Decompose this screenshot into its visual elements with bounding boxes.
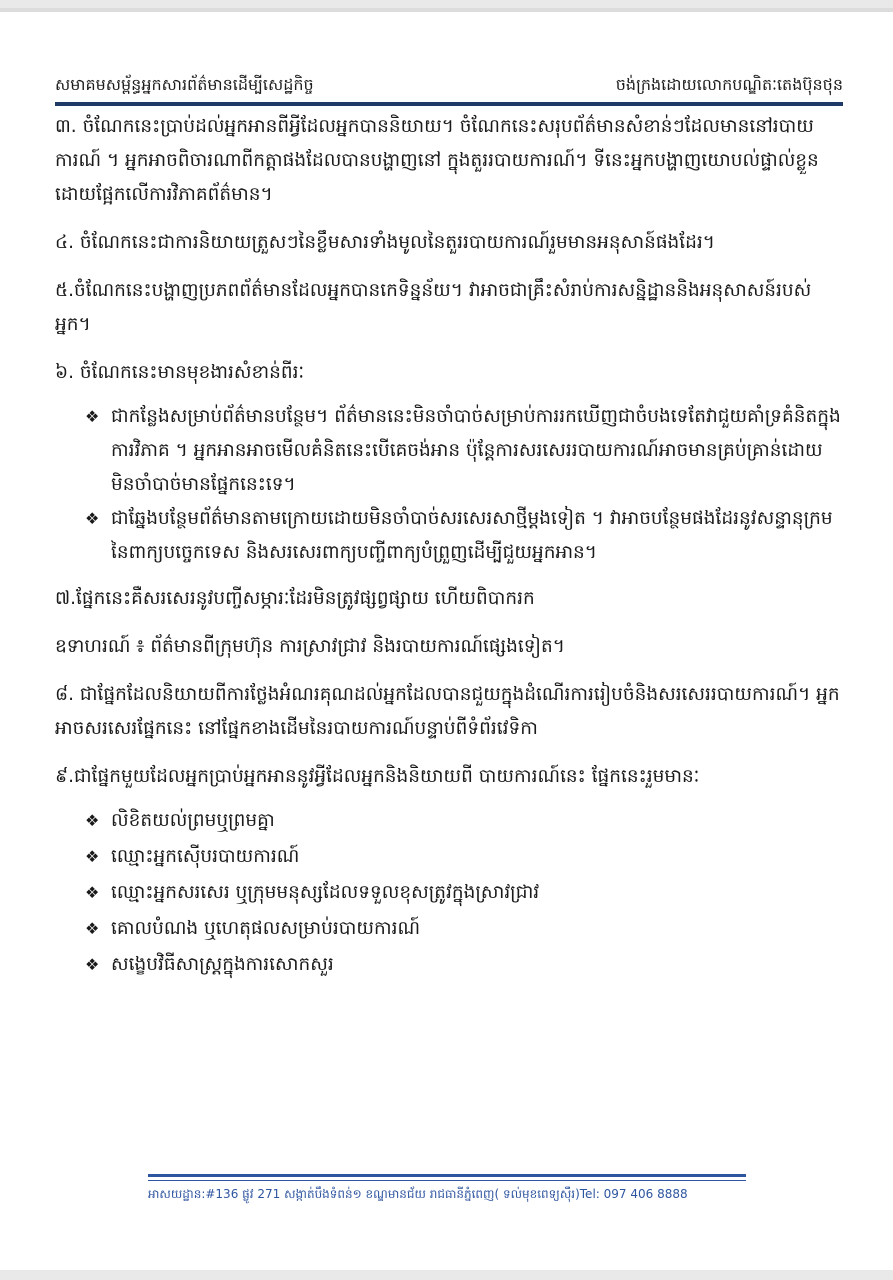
- document-page: [0, 8, 893, 1270]
- paragraph-6: ៦. ចំណែកនេះមានមុខងារសំខាន់ពីរៈ: [55, 362, 305, 383]
- list-item: [85, 502, 845, 570]
- list-item: [85, 804, 845, 837]
- list-item: [85, 948, 845, 981]
- header-organization: សមាគមសម្ព័ន្ធអ្នកសារព័ត៌មានដើម្បីសេដ្ឋកិច្ច: [55, 75, 314, 94]
- footer-address: អាសយដ្ឋាន:#136 ផ្លូវ 271 សង្កាត់បឹងទំពន់១ ខណ្ឌមានជ័យ រាជធានីភ្នំពេញ( ទល់មុខពេទ្យស៊ឺរ)Tel: 097 406 8888: [148, 1187, 688, 1201]
- paragraph-4: ៤. ចំណែកនេះជាការនិយាយត្រួសៗនៃខ្លឹមសារទាំងមូលនៃតួររបាយការណ៍រួមមានអនុសាន៍ផងដែរ។: [55, 232, 715, 253]
- list-item-text: លិខិតយល់ព្រមឬព្រមគ្នា: [111, 810, 275, 831]
- diamond-bullet-icon: ❖: [85, 847, 100, 866]
- header-divider: [55, 102, 843, 106]
- list-item-text: ឈ្មោះអ្នកសរសេរ ឬក្រុមមនុស្សដែលទទួលខុសត្រូវក្នុងស្រាវជ្រាវ: [111, 882, 540, 903]
- paragraph-9: ៩.ជាផ្នែកមួយដែលអ្នកប្រាប់អ្នកអាននូវអ្វីដែលអ្នកនិងនិយាយពី បាយការណ៍នេះ ផ្នែកនេះរួមមានៈ: [55, 766, 700, 787]
- list-item: [85, 840, 845, 873]
- diamond-bullet-icon: ❖: [85, 407, 100, 426]
- paragraph-9-list: [55, 804, 845, 981]
- list-item-text: គោលបំណង ឬហេតុផលសម្រាប់របាយការណ៍: [111, 918, 421, 939]
- list-item-text: សង្ខេបវិធីសាស្ត្រក្នុងការសោកសួរ: [111, 954, 334, 975]
- footer-divider-thin: [148, 1180, 746, 1181]
- diamond-bullet-icon: ❖: [85, 919, 100, 938]
- list-item: [85, 400, 845, 502]
- list-item-text: ជាកន្លែងសម្រាប់ព័ត៌មានបន្ថែម។ ព័ត៌មាននេះមិនចាំបាច់សម្រាប់ការរកឃើញជាចំបងទេតែវាជួយគាំទ្រគំនិតក្នុងការវិភាគ ។ អ្នកអានអាចមើលគំនិតនេះបើគេចង់អាន ប៉ុន្តែការសរសេររបាយការណ៍អាចមានគ្រប់គ្រាន់ដោយមិនចាំបាច់មានផ្នែកនេះទេ។: [111, 406, 841, 495]
- paragraph-6-list: [55, 400, 845, 570]
- paragraph-8: ៨. ជាផ្នែកដែលនិយាយពីការថ្លែងអំណរគុណដល់អ្នកដែលបានជួយក្នុងដំណើរការរៀបចំនិងសរសេររបាយការណ៍។ អ្នកអាចសរសេរផ្នែកនេះ នៅផ្នែកខាងដើមនៃរបាយការណ៍បន្ទាប់ពីទំព័រវេទិកា: [55, 684, 840, 739]
- paragraph-5: ៥.ចំណែកនេះបង្ហាញប្រភពព័ត៌មានដែលអ្នកបានកេទិន្នន័យ។ វាអាចជាគ្រឹះសំរាប់ការសន្និដ្ឋាននិងអនុសាសន៍របស់អ្នក។: [55, 280, 812, 335]
- page-body: [55, 110, 845, 993]
- paragraph-7: ៧.ផ្នែកនេះគឺសរសេរនូវបញ្ចីសម្ភារៈដែរមិនត្រូវផ្សព្វផ្សាយ ហើយពិបាករក: [55, 588, 535, 609]
- diamond-bullet-icon: ❖: [85, 955, 100, 974]
- diamond-bullet-icon: ❖: [85, 883, 100, 902]
- list-item: [85, 912, 845, 945]
- paragraph-3: ៣. ចំណែកនេះប្រាប់ដល់អ្នកអានពីអ្វីដែលអ្នកបាននិយាយ។ ចំណែកនេះសរុបព័ត៌មានសំខាន់ៗដែលមាននៅរបាយការណ៍ ។ អ្នកអាចពិចារណាពីកត្តាផងដែលបានបង្ហាញនៅ ក្នុងតួររបាយការណ៍។ ទីនេះអ្នកបង្ហាញយោបល់ផ្ទាល់ខ្លួនដោយផ្អែកលើការវិភាគព័ត៌មាន។: [55, 116, 819, 205]
- paragraph-7-example: ឧទាហរណ៍ ៖ ព័ត៌មានពីក្រុមហ៊ុន ការស្រាវជ្រាវ និងរបាយការណ៍ផ្សេងទៀត។: [55, 636, 565, 657]
- diamond-bullet-icon: ❖: [85, 811, 100, 830]
- list-item-text: ឈ្មោះអ្នកស៊ើបរបាយការណ៍: [111, 846, 300, 867]
- diamond-bullet-icon: ❖: [85, 509, 100, 528]
- footer-divider-thick: [148, 1174, 746, 1177]
- header-author: ចង់ក្រងដោយលោកបណ្ឌិតៈតេងប៊ុនថុន: [615, 75, 843, 94]
- page-header: [55, 70, 843, 98]
- list-item: [85, 876, 845, 909]
- list-item-text: ជាឆ្នែងបន្ថែមព័ត៌មានតាមក្រោយដោយមិនចាំបាច់សរសេរសាថ្មីម្តងទៀត ។ វាអាចបន្ថែមផងដែរនូវសន្ទានុក្រមនៃពាក្យបច្ចេកទេស និងសរសេរពាក្យបញ្ចីពាក្យបំព្រួញដើម្បីជួយអ្នកអាន។: [111, 508, 833, 563]
